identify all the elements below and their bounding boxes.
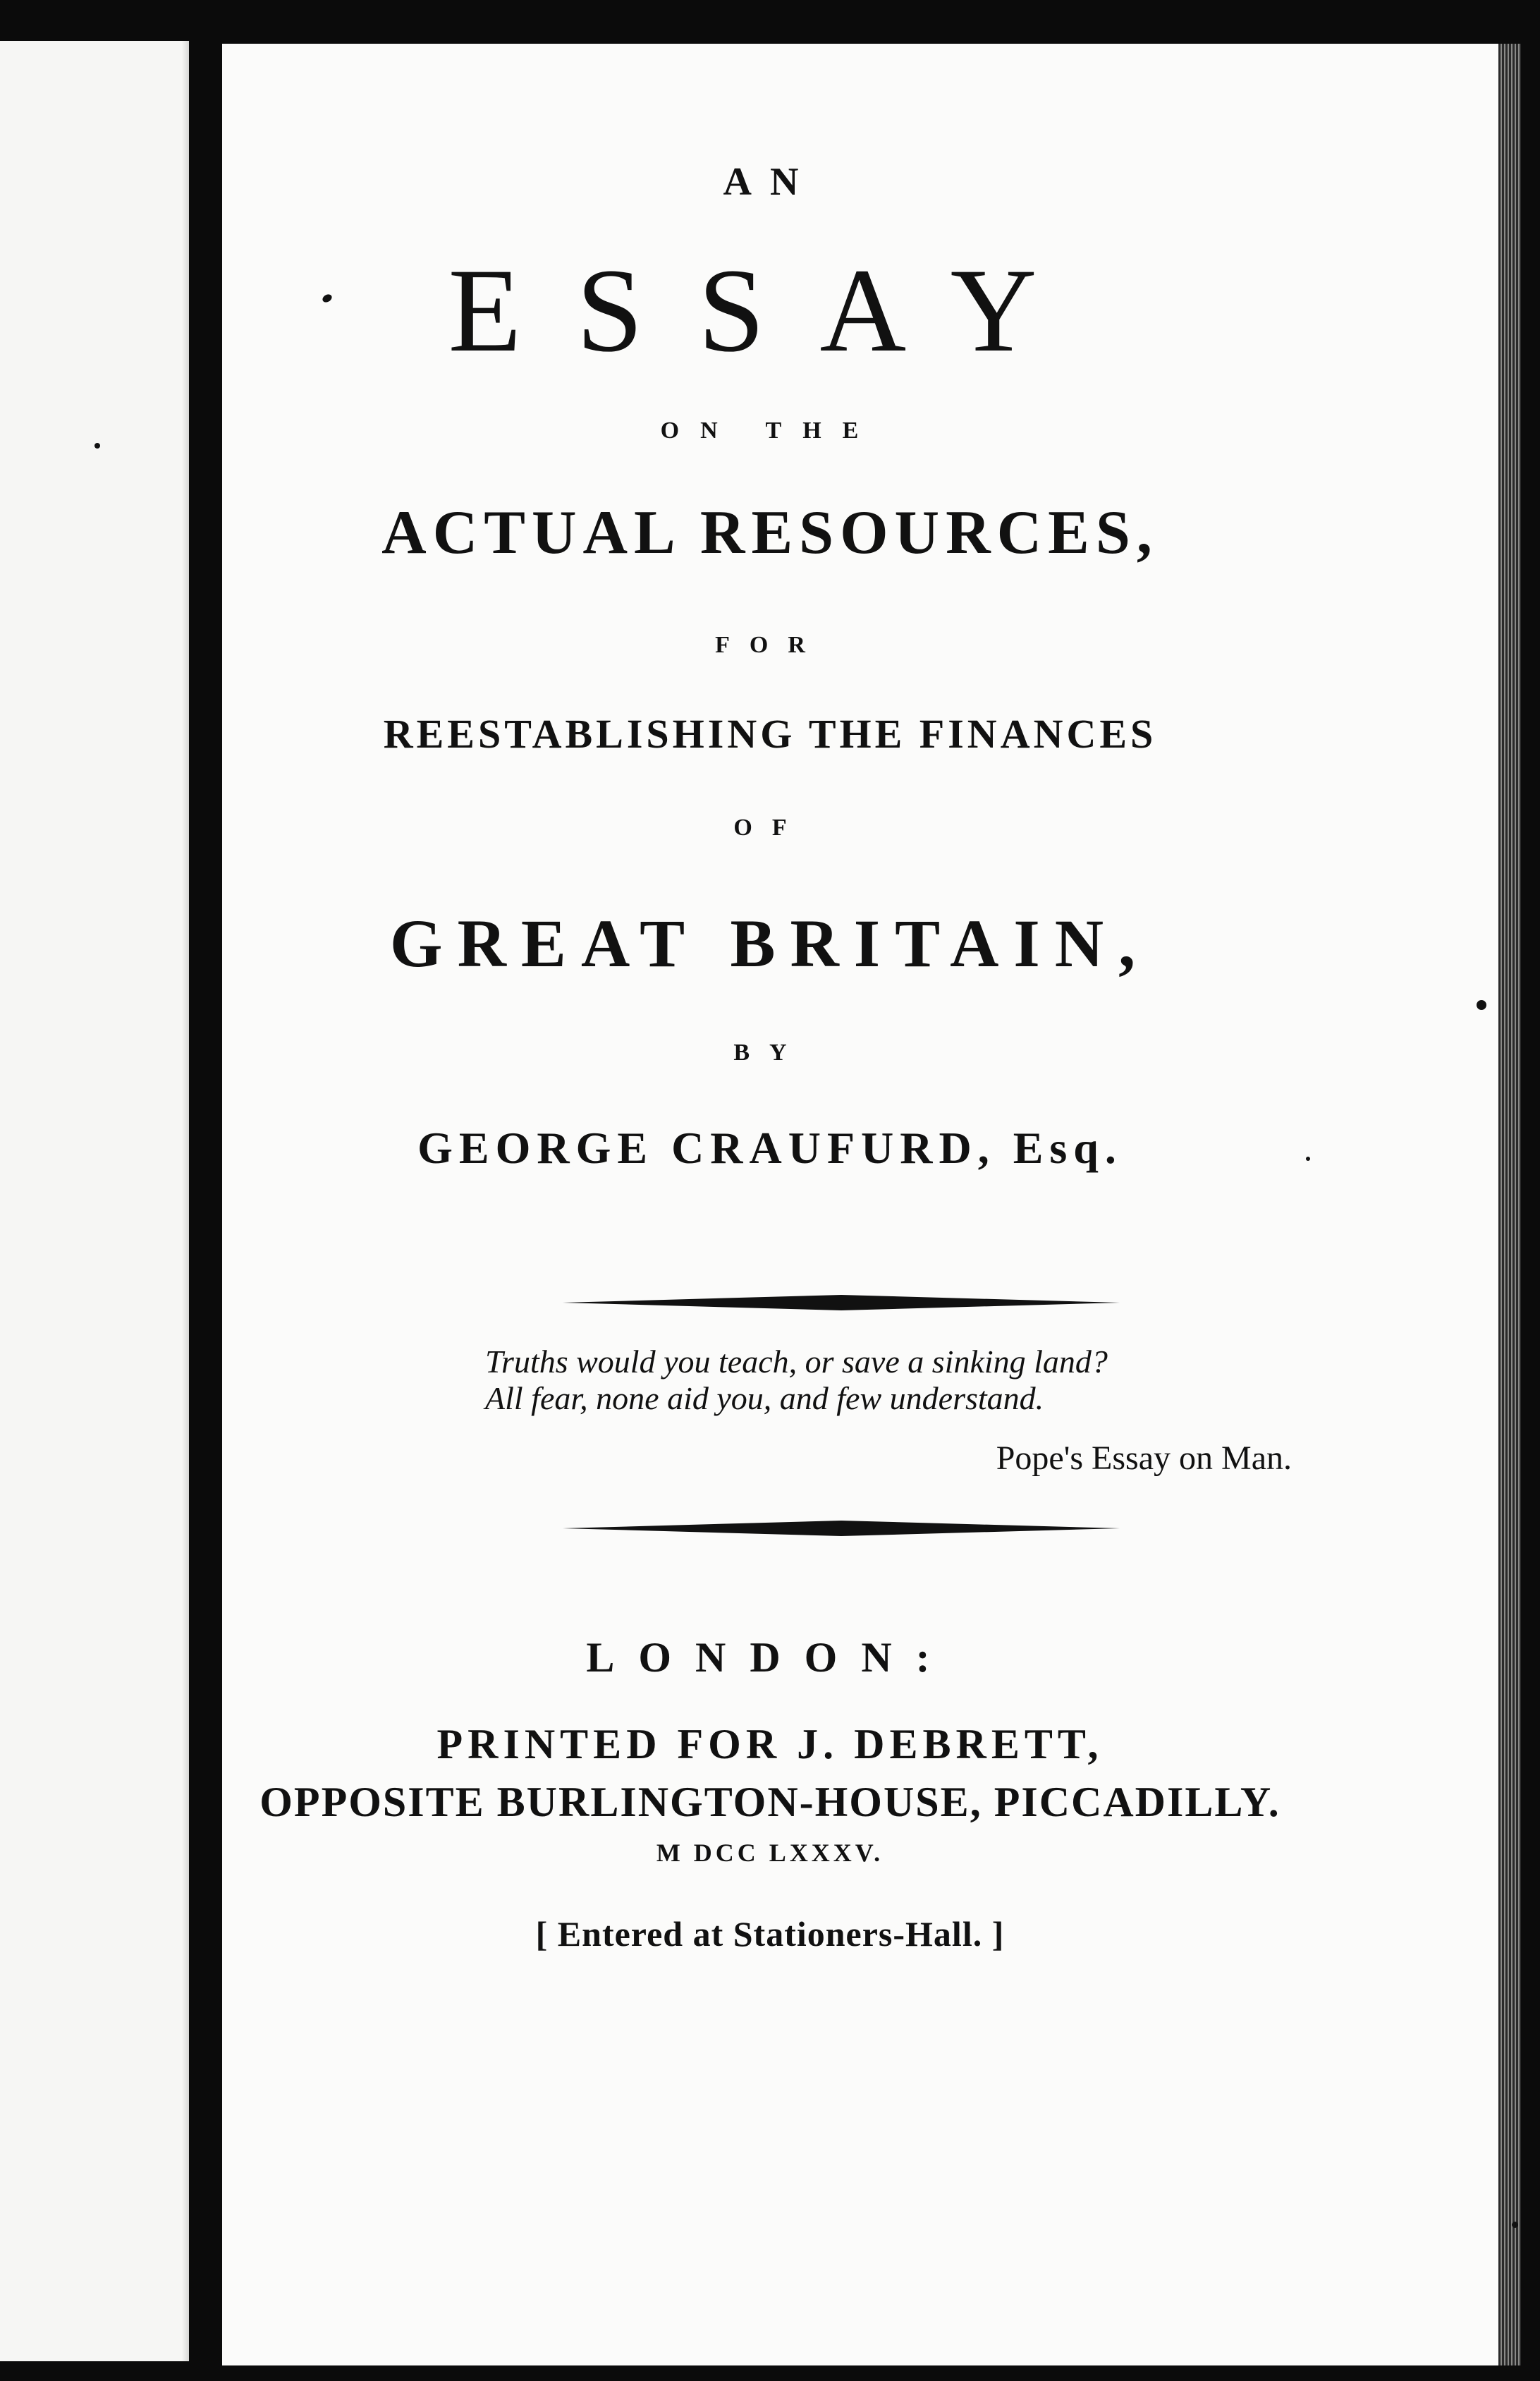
title-for: FOR — [715, 632, 825, 658]
imprint-date: M DCC LXXXV. — [656, 1839, 884, 1867]
title-of: OF — [733, 815, 807, 841]
title-actual-resources: ACTUAL RESOURCES, — [381, 499, 1159, 567]
imprint-printer: PRINTED FOR J. DEBRETT, — [436, 1721, 1104, 1767]
imprint-entered: [ Entered at Stationers-Hall. ] — [535, 1914, 1005, 1954]
page-edges — [1498, 44, 1521, 2365]
epigraph-line-2: All fear, none aid you, and few understand. — [485, 1380, 1044, 1416]
title-essay: ESSAY — [448, 244, 1092, 377]
facing-page — [0, 41, 189, 2361]
title-reestablishing: REESTABLISHING THE FINANCES — [383, 711, 1157, 757]
imprint-address: OPPOSITE BURLINGTON-HOUSE, PICCADILLY. — [259, 1779, 1281, 1825]
title-on-the: ON THE — [660, 418, 880, 444]
author-name: GEORGE CRAUFURD, Esq. — [417, 1123, 1123, 1173]
title-page — [222, 44, 1498, 2365]
title-an: AN — [723, 160, 817, 204]
imprint-place: LONDON: — [586, 1634, 954, 1681]
epigraph-attribution: Pope's Essay on Man. — [996, 1439, 1292, 1477]
title-by: BY — [733, 1040, 807, 1066]
ink-speck — [94, 443, 100, 449]
ink-speck — [1477, 1000, 1486, 1010]
epigraph — [485, 1344, 1296, 1417]
ink-speck — [1512, 2222, 1518, 2228]
epigraph-line-1: Truths would you teach, or save a sinking land? — [485, 1344, 1108, 1380]
title-great-britain: GREAT BRITAIN, — [389, 906, 1151, 981]
